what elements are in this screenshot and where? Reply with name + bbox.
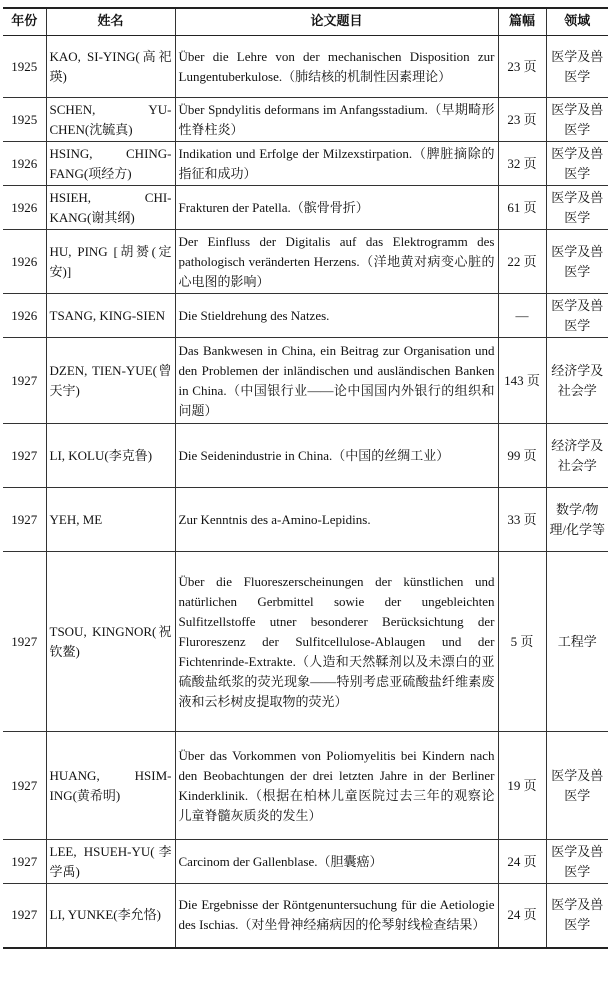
title-cell: Die Ergebnisse der Röntgenuntersuchung für die Aetiologie des Ischias.（对坐骨神经痛病因的伦琴射线检查结果） — [175, 884, 498, 948]
pages-cell: 24 页 — [498, 840, 546, 884]
name-cell: LI, KOLU(李克鲁) — [46, 424, 175, 488]
field-cell: 医学及兽医学 — [546, 840, 608, 884]
name-cell: TSANG, KING-SIEN — [46, 294, 175, 338]
pages-cell: 32 页 — [498, 142, 546, 186]
table-row — [3, 186, 608, 230]
pages-cell: 19 页 — [498, 732, 546, 840]
title-cell: Carcinom der Gallenblase.（胆囊癌） — [175, 840, 498, 884]
table-row — [3, 36, 608, 98]
table-row — [3, 294, 608, 338]
name-cell: TSOU, KINGNOR(祝钦鳌) — [46, 552, 175, 732]
table-row — [3, 230, 608, 294]
pages-cell: 23 页 — [498, 36, 546, 98]
field-cell: 医学及兽医学 — [546, 294, 608, 338]
header-title: 论文题目 — [175, 8, 498, 36]
table-row — [3, 840, 608, 884]
year-cell: 1926 — [3, 230, 46, 294]
field-cell: 数学/物理/化学等 — [546, 488, 608, 552]
name-cell: LI, YUNKE(李允恪) — [46, 884, 175, 948]
field-cell: 医学及兽医学 — [546, 98, 608, 142]
dissertation-table — [3, 7, 608, 949]
name-cell: DZEN, TIEN-YUE(曾天宇) — [46, 338, 175, 424]
year-cell: 1927 — [3, 840, 46, 884]
name-cell: KAO, SI-YING(高祀瑛) — [46, 36, 175, 98]
year-cell: 1925 — [3, 98, 46, 142]
table-row — [3, 732, 608, 840]
pages-cell: 23 页 — [498, 98, 546, 142]
field-cell: 医学及兽医学 — [546, 884, 608, 948]
pages-cell: 5 页 — [498, 552, 546, 732]
year-cell: 1927 — [3, 488, 46, 552]
table-row — [3, 884, 608, 948]
title-cell: Indikation und Erfolge der Milzexstirpation.（脾脏摘除的指征和成功） — [175, 142, 498, 186]
table-row — [3, 552, 608, 732]
field-cell: 医学及兽医学 — [546, 142, 608, 186]
title-cell: Zur Kenntnis des a-Amino-Lepidins. — [175, 488, 498, 552]
table-row — [3, 142, 608, 186]
title-cell: Über das Vorkommen von Poliomyelitis bei Kindern nach den Beobachtungen der drei letzten Jahre in der Berliner Kinderklinik.（根据在柏林儿童医院过去三年的观察论儿童脊髓灰质炎的发生） — [175, 732, 498, 840]
pages-cell: 61 页 — [498, 186, 546, 230]
name-cell: LEE, HSUEH-YU(李学禹) — [46, 840, 175, 884]
field-cell: 医学及兽医学 — [546, 186, 608, 230]
pages-cell: 24 页 — [498, 884, 546, 948]
field-cell: 经济学及社会学 — [546, 338, 608, 424]
year-cell: 1927 — [3, 884, 46, 948]
title-cell: Die Stieldrehung des Natzes. — [175, 294, 498, 338]
pages-cell: 22 页 — [498, 230, 546, 294]
header-field: 领域 — [546, 8, 608, 36]
field-cell: 经济学及社会学 — [546, 424, 608, 488]
year-cell: 1925 — [3, 36, 46, 98]
table-row — [3, 424, 608, 488]
pages-cell: 99 页 — [498, 424, 546, 488]
field-cell: 工程学 — [546, 552, 608, 732]
field-cell: 医学及兽医学 — [546, 230, 608, 294]
pages-cell: — — [498, 294, 546, 338]
year-cell: 1926 — [3, 294, 46, 338]
table-row — [3, 338, 608, 424]
name-cell: HSING, CHING-FANG(项经方) — [46, 142, 175, 186]
year-cell: 1926 — [3, 186, 46, 230]
table-row — [3, 98, 608, 142]
field-cell: 医学及兽医学 — [546, 36, 608, 98]
title-cell: Das Bankwesen in China, ein Beitrag zur Organisation und den Problemen der inländischen und ausländischen Banken in China.（中国银行业——论中国国内外银行的组织和问题） — [175, 338, 498, 424]
header-year: 年份 — [3, 8, 46, 36]
pages-cell: 143 页 — [498, 338, 546, 424]
header-name: 姓名 — [46, 8, 175, 36]
title-cell: Über die Lehre von der mechanischen Disposition zur Lungentuberkulose.（肺结核的机制性因素理论） — [175, 36, 498, 98]
name-cell: HUANG, HSIM-ING(黄希明) — [46, 732, 175, 840]
title-cell: Die Seidenindustrie in China.（中国的丝绸工业） — [175, 424, 498, 488]
year-cell: 1927 — [3, 732, 46, 840]
year-cell: 1927 — [3, 424, 46, 488]
name-cell: HU, PING [胡赟(定安)] — [46, 230, 175, 294]
name-cell: YEH, ME — [46, 488, 175, 552]
title-cell: Frakturen der Patella.（髌骨骨折） — [175, 186, 498, 230]
header-pages: 篇幅 — [498, 8, 546, 36]
year-cell: 1927 — [3, 338, 46, 424]
year-cell: 1927 — [3, 552, 46, 732]
header-row — [3, 8, 608, 36]
title-cell: Über die Fluoreszerscheinungen der künstlichen und natürlichen Gerbmittel sowie der ungebleichten Sulfitzellstoffe utner besonderer Berücksichtung der Fluroreszenz der Sulfitcellulose-Ablaugen und der Fichtenrinde-Extrakte.（人造和天然鞣剂以及未漂白的亚硫酸盐纸浆的荧光现象——特别考虑亚硫酸盐纤维素废液和云杉树皮提取物的荧光） — [175, 552, 498, 732]
field-cell: 医学及兽医学 — [546, 732, 608, 840]
year-cell: 1926 — [3, 142, 46, 186]
title-cell: Der Einfluss der Digitalis auf das Elektrogramm des pathologisch veränderten Herzens.（洋地黄对病变心脏的心电图的影响） — [175, 230, 498, 294]
table-row — [3, 488, 608, 552]
name-cell: HSIEH, CHI-KANG(谢其纲) — [46, 186, 175, 230]
pages-cell: 33 页 — [498, 488, 546, 552]
name-cell: SCHEN, YU-CHEN(沈毓真) — [46, 98, 175, 142]
title-cell: Über Spndylitis deformans im Anfangsstadium.（早期畸形性脊柱炎） — [175, 98, 498, 142]
